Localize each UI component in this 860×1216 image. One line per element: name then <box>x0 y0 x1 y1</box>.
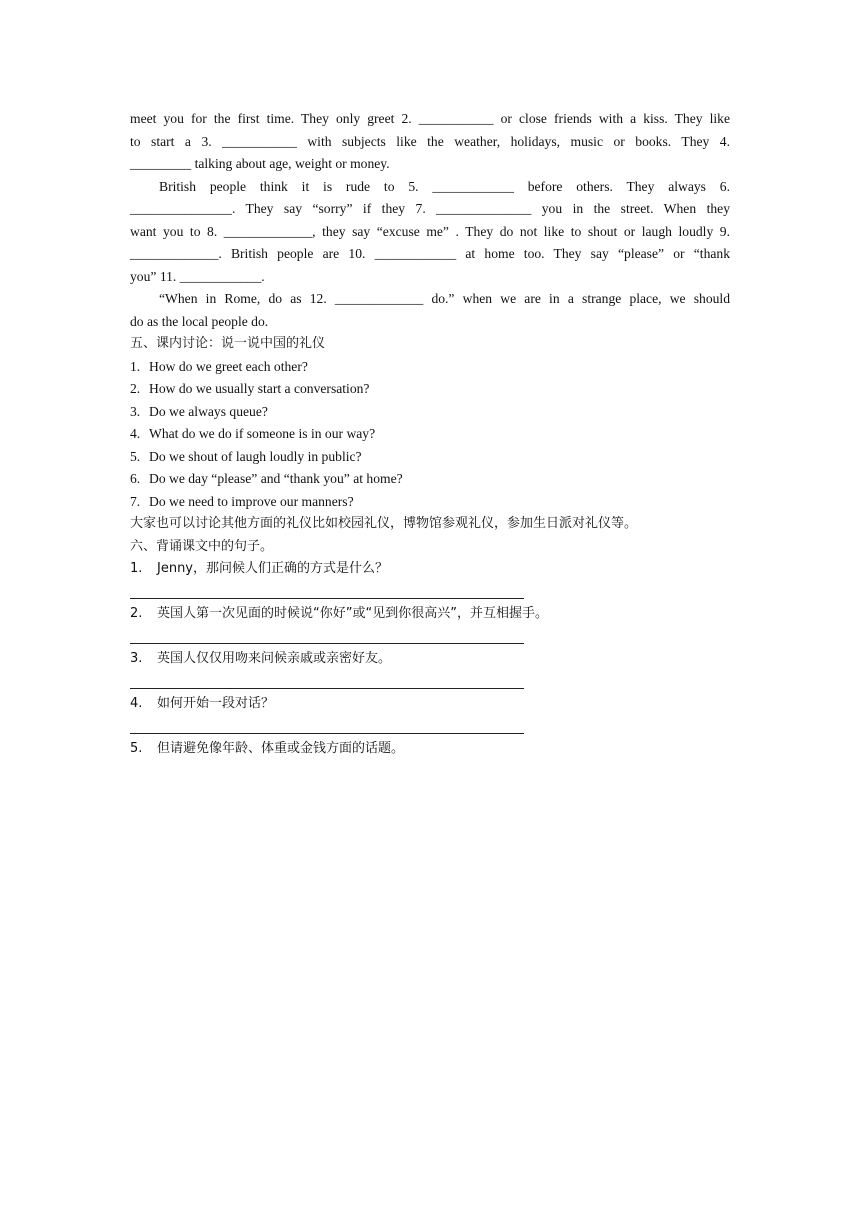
passage-line: British people think it is rude to 5. ____________ before others. They always 6. <box>159 178 730 194</box>
recite-item <box>130 558 730 581</box>
question-text: Do we shout of laugh loudly in public? <box>149 448 362 464</box>
answer-line[interactable] <box>130 671 730 694</box>
discussion-note: 大家也可以讨论其他方面的礼仪比如校园礼仪，博物馆参观礼仪，参加生日派对礼仪等。 <box>130 516 638 531</box>
question-number: 4. <box>130 426 141 441</box>
item-text: 英国人仅仅用吻来问候亲戚或亲密好友。 <box>157 651 392 666</box>
question-number: 1. <box>130 358 141 374</box>
passage <box>130 108 730 333</box>
question-text: Do we day “please” and “thank you” at home? <box>149 471 403 486</box>
question-item <box>130 356 730 379</box>
worksheet-page <box>130 108 730 761</box>
question-item <box>130 401 730 424</box>
item-number: 5. <box>130 741 143 756</box>
passage-line: want you to 8. _____________, they say “excuse me” . They do not like to shout or laugh loudly 9. <box>130 223 730 239</box>
question-item <box>130 378 730 401</box>
question-item <box>130 423 730 446</box>
question-item <box>130 446 730 469</box>
passage-line: you” 11. ____________. <box>130 268 265 284</box>
answer-line[interactable] <box>130 626 730 649</box>
question-number: 6. <box>130 471 141 486</box>
item-text: 如何开始一段对话？ <box>157 696 275 711</box>
section-heading: 六、背诵课文中的句子。 <box>130 538 274 554</box>
recite-item <box>130 648 730 671</box>
item-number: 4. <box>130 696 143 711</box>
item-text: 英国人第一次见面的时候说“你好”或“见到你很高兴”，并互相握手。 <box>157 606 548 621</box>
item-text: 但请避免像年龄、体重或金钱方面的话题。 <box>157 741 405 756</box>
recite-item <box>130 738 730 761</box>
question-text: What do we do if someone is in our way? <box>149 426 376 441</box>
item-number: 1. <box>130 561 143 576</box>
recite-item <box>130 603 730 626</box>
question-item <box>130 468 730 491</box>
question-number: 5. <box>130 448 141 464</box>
item-number: 3. <box>130 651 143 666</box>
item-text: Jenny，那问候人们正确的方式是什么？ <box>157 561 389 576</box>
section-discussion <box>130 333 730 536</box>
section-heading: 五、课内讨论：说一说中国的礼仪 <box>130 336 326 351</box>
passage-line: “When in Rome, do as 12. _____________ do.” when we are in a strange place, we should <box>159 291 730 306</box>
question-text: How do we greet each other? <box>149 358 308 374</box>
question-number: 3. <box>130 403 141 419</box>
passage-line: _______________. They say “sorry” if they 7. ______________ you in the street. When they <box>130 201 730 216</box>
question-text: How do we usually start a conversation? <box>149 381 370 396</box>
question-number: 7. <box>130 493 141 509</box>
answer-line[interactable] <box>130 716 730 739</box>
passage-line: do as the local people do. <box>130 313 269 329</box>
passage-line: _________ talking about age, weight or money. <box>130 156 390 171</box>
recite-item <box>130 693 730 716</box>
passage-line: to start a 3. ___________ with subjects like the weather, holidays, music or books. They 4. <box>130 133 730 149</box>
question-number: 2. <box>130 381 141 396</box>
section-recite <box>130 536 730 761</box>
question-item <box>130 491 730 514</box>
passage-line: _____________. British people are 10. ____________ at home too. They say “please” or “thank <box>130 246 730 261</box>
item-number: 2. <box>130 606 143 621</box>
question-text: Do we need to improve our manners? <box>149 493 354 509</box>
question-text: Do we always queue? <box>149 403 268 419</box>
passage-line: meet you for the first time. They only greet 2. ___________ or close friends with a kiss. They like <box>130 111 730 126</box>
answer-line[interactable] <box>130 581 730 604</box>
